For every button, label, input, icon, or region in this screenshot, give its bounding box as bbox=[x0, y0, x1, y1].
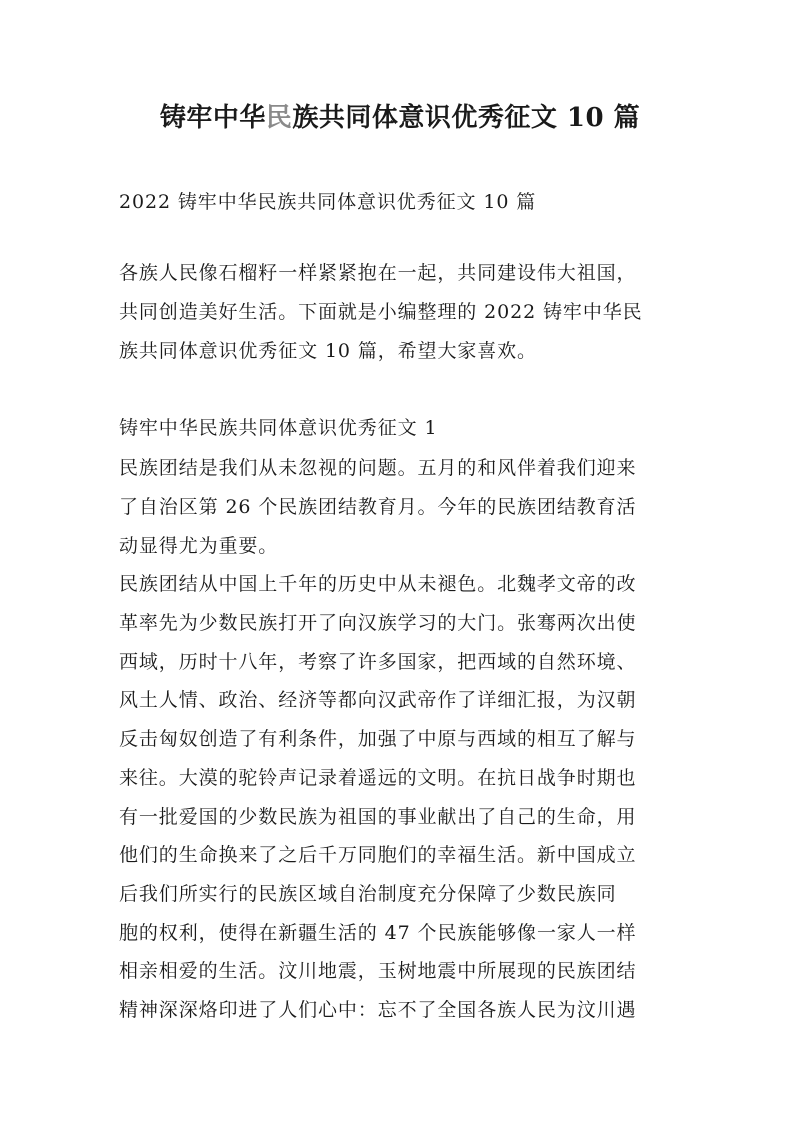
section-heading: 铸牢中华民族共同体意识优秀征文 1 bbox=[119, 417, 438, 439]
title-part-b: 民 bbox=[265, 103, 293, 133]
title-part-c: 族共同体意识优秀征文 10 篇 bbox=[292, 103, 641, 133]
intro-line: 族共同体意识优秀征文 10 篇，希望大家喜欢。 bbox=[119, 340, 537, 362]
paragraph-line: 来往。大漠的驼铃声记录着遥远的文明。在抗日战争时期也 bbox=[119, 767, 637, 789]
paragraph-line: 反击匈奴创造了有利条件，加强了中原与西域的相互了解与 bbox=[119, 728, 637, 750]
paragraph-line: 有一批爱国的少数民族为祖国的事业献出了自己的生命，用 bbox=[119, 806, 637, 828]
document-title bbox=[0, 98, 800, 138]
paragraph-line: 了自治区第 26 个民族团结教育月。今年的民族团结教育活 bbox=[119, 496, 637, 518]
paragraph-line: 西域，历时十八年，考察了许多国家，把西域的自然环境、 bbox=[119, 651, 637, 673]
intro-line: 共同创造美好生活。下面就是小编整理的 2022 铸牢中华民 bbox=[119, 301, 643, 323]
intro-line: 各族人民像石榴籽一样紧紧抱在一起，共同建设伟大祖国， bbox=[119, 262, 637, 284]
paragraph-line: 相亲相爱的生活。汶川地震，玉树地震中所展现的民族团结 bbox=[119, 960, 637, 982]
paragraph-line: 精神深深烙印进了人们心中：忘不了全国各族人民为汶川遇 bbox=[119, 999, 637, 1021]
paragraph-line: 风土人情、政治、经济等都向汉武帝作了详细汇报，为汉朝 bbox=[119, 689, 637, 711]
paragraph-line: 民族团结是我们从未忽视的问题。五月的和风伴着我们迎来 bbox=[119, 457, 637, 479]
title-part-a: 铸牢中华 bbox=[159, 103, 266, 133]
paragraph-line: 他们的生命换来了之后千万同胞们的幸福生活。新中国成立 bbox=[119, 844, 637, 866]
paragraph-line: 民族团结从中国上千年的历史中从未褪色。北魏孝文帝的改 bbox=[119, 573, 637, 595]
paragraph-line: 后我们所实行的民族区域自治制度充分保障了少数民族同 bbox=[119, 883, 617, 905]
paragraph-line: 动显得尤为重要。 bbox=[119, 535, 279, 557]
document-subtitle: 2022 铸牢中华民族共同体意识优秀征文 10 篇 bbox=[119, 191, 537, 213]
paragraph-line: 胞的权利，使得在新疆生活的 47 个民族能够像一家人一样 bbox=[119, 922, 637, 944]
paragraph-line: 革率先为少数民族打开了向汉族学习的大门。张骞两次出使 bbox=[119, 612, 637, 634]
